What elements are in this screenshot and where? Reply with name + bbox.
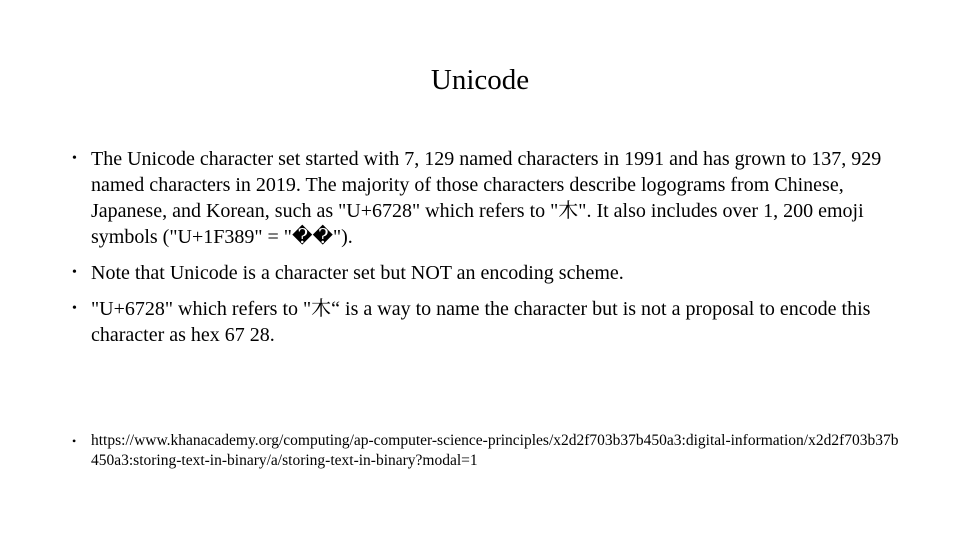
reference-item — [72, 431, 902, 471]
bullet-text: Note that Unicode is a character set but NOT an encoding scheme. — [91, 262, 624, 284]
bullet-item — [72, 146, 902, 250]
bullet-item — [72, 260, 902, 286]
reference-list — [72, 431, 902, 471]
bullet-dot-icon: • — [72, 301, 77, 316]
reference-link[interactable]: https://www.khanacademy.org/computing/ap-computer-science-principles/x2d2f703b37b450a3:digital-information/x2d2f703b37b450a3:storing-text-in-binary/a/storing-text-in-binary?modal=1 — [91, 432, 899, 469]
bullet-dot-icon: • — [72, 434, 77, 448]
slide-title: Unicode — [430, 64, 530, 96]
bullet-dot-icon: • — [72, 265, 77, 280]
bullet-item — [72, 296, 902, 348]
bullet-text: "U+6728" which refers to "木“ is a way to name the character but is not a proposal to encode this character as hex 67 28. — [91, 298, 871, 346]
bullet-text: The Unicode character set started with 7, 129 named characters in 1991 and has grown to 137, 929 named characters in 2019. The majority of those characters describe logograms from Chinese, Japanese, and Korean, such as "U+6728" which refers to "木". It also includes over 1, 200 emoji symbols ("U+1F389" = "��"). — [91, 148, 882, 248]
bullet-dot-icon: • — [72, 151, 77, 166]
bullet-list — [72, 146, 902, 358]
